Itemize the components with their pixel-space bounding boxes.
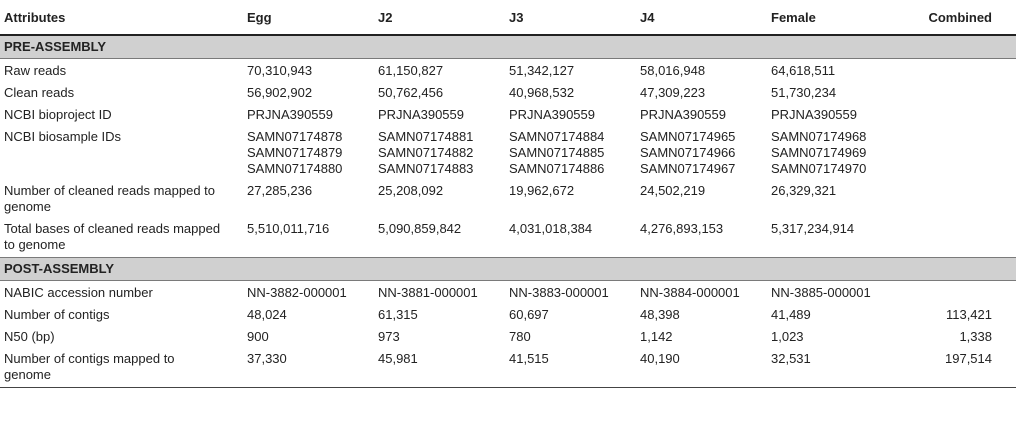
table-row-raw-reads bbox=[0, 59, 1016, 84]
cell-j4: 58,016,948 bbox=[640, 63, 706, 78]
biosample-id: SAMN07174885 bbox=[509, 145, 605, 160]
cell-egg: 56,902,902 bbox=[247, 85, 313, 100]
biosample-id: SAMN07174966 bbox=[640, 145, 736, 160]
table-row-mapped-bases bbox=[0, 219, 1016, 258]
cell-combined bbox=[891, 59, 1016, 84]
cell-combined bbox=[891, 219, 1016, 258]
table-row-clean-reads bbox=[0, 83, 1016, 105]
cell-combined: 197,514 bbox=[891, 349, 1016, 388]
cell-combined bbox=[891, 181, 1016, 219]
row-label bbox=[0, 349, 243, 388]
header-combined: Combined bbox=[891, 0, 1016, 35]
table-row-mapped-reads bbox=[0, 181, 1016, 219]
table-row-biosample bbox=[0, 127, 1016, 181]
row-label-line: Number of contigs mapped to bbox=[4, 351, 175, 366]
cell-female bbox=[767, 127, 891, 181]
biosample-id: SAMN07174886 bbox=[509, 161, 605, 176]
cell-combined bbox=[891, 281, 1016, 306]
cell-combined bbox=[891, 127, 1016, 181]
row-label: NABIC accession number bbox=[4, 285, 153, 300]
cell-j3: 60,697 bbox=[509, 307, 549, 322]
cell-female: 32,531 bbox=[767, 349, 891, 388]
cell-j3: PRJNA390559 bbox=[509, 107, 595, 122]
cell-j3: 51,342,127 bbox=[509, 63, 575, 78]
cell-egg: NN-3882-000001 bbox=[247, 285, 347, 300]
cell-j3: 41,515 bbox=[505, 349, 636, 388]
cell-egg: 70,310,943 bbox=[247, 63, 313, 78]
cell-j2: 973 bbox=[378, 329, 400, 344]
header-row bbox=[0, 0, 1016, 35]
cell-j3: 19,962,672 bbox=[509, 183, 575, 198]
section-row-post-assembly bbox=[0, 258, 1016, 281]
biosample-id: SAMN07174967 bbox=[640, 161, 736, 176]
row-label: NCBI bioproject ID bbox=[4, 107, 112, 122]
row-label-line: Total bases of cleaned reads mapped bbox=[4, 221, 221, 236]
cell-j4: 1,142 bbox=[640, 329, 673, 344]
row-label bbox=[0, 181, 243, 219]
header-attributes: Attributes bbox=[0, 0, 243, 35]
cell-j2: 45,981 bbox=[374, 349, 505, 388]
cell-j2: 50,762,456 bbox=[378, 85, 444, 100]
section-row-pre-assembly bbox=[0, 35, 1016, 59]
cell-j4: 48,398 bbox=[640, 307, 680, 322]
biosample-id: SAMN07174879 bbox=[247, 145, 343, 160]
cell-egg: 5,510,011,716 bbox=[247, 221, 330, 236]
cell-j3: NN-3883-000001 bbox=[509, 285, 609, 300]
cell-j3: 40,968,532 bbox=[509, 85, 575, 100]
cell-j4: 24,502,219 bbox=[640, 183, 706, 198]
cell-j2: 25,208,092 bbox=[378, 183, 444, 198]
header-j2: J2 bbox=[374, 0, 505, 35]
cell-combined: 1,338 bbox=[959, 329, 992, 344]
biosample-id: SAMN07174883 bbox=[378, 161, 474, 176]
table-row-nabic bbox=[0, 281, 1016, 306]
table-row-bioproject bbox=[0, 105, 1016, 127]
cell-j2: PRJNA390559 bbox=[378, 107, 464, 122]
row-label: Number of contigs bbox=[4, 307, 110, 322]
row-label: Clean reads bbox=[4, 85, 75, 100]
cell-j2: 61,315 bbox=[378, 307, 418, 322]
cell-egg: PRJNA390559 bbox=[247, 107, 333, 122]
biosample-id: SAMN07174969 bbox=[771, 145, 867, 160]
row-label: N50 (bp) bbox=[4, 329, 55, 344]
row-label: Raw reads bbox=[4, 63, 67, 78]
cell-j4: 47,309,223 bbox=[640, 85, 706, 100]
row-label bbox=[0, 219, 243, 258]
cell-j3 bbox=[505, 127, 636, 181]
cell-j2: 61,150,827 bbox=[378, 63, 444, 78]
header-j3: J3 bbox=[505, 0, 636, 35]
biosample-id: SAMN07174880 bbox=[247, 161, 343, 176]
cell-egg: 900 bbox=[247, 329, 269, 344]
cell-egg bbox=[243, 127, 374, 181]
biosample-id: SAMN07174970 bbox=[771, 161, 867, 176]
row-label: NCBI biosample IDs bbox=[4, 129, 122, 144]
biosample-id: SAMN07174965 bbox=[640, 129, 736, 144]
cell-j4 bbox=[636, 127, 767, 181]
cell-j2: 5,090,859,842 bbox=[378, 221, 462, 236]
cell-j4: 40,190 bbox=[636, 349, 767, 388]
cell-j3: 780 bbox=[509, 329, 531, 344]
row-label-line: genome bbox=[4, 199, 51, 214]
cell-egg: 27,285,236 bbox=[247, 183, 313, 198]
header-j4: J4 bbox=[636, 0, 767, 35]
biosample-id: SAMN07174882 bbox=[378, 145, 474, 160]
header-female: Female bbox=[767, 0, 891, 35]
cell-egg: 48,024 bbox=[247, 307, 287, 322]
biosample-id: SAMN07174884 bbox=[509, 129, 605, 144]
row-label-line: Number of cleaned reads mapped to bbox=[4, 183, 216, 198]
cell-j4: 4,276,893,153 bbox=[640, 221, 724, 236]
header-egg: Egg bbox=[243, 0, 374, 35]
cell-female: 64,618,511 bbox=[771, 63, 836, 78]
cell-female: PRJNA390559 bbox=[771, 107, 857, 122]
cell-j2: NN-3881-000001 bbox=[378, 285, 478, 300]
cell-female: NN-3885-000001 bbox=[771, 285, 871, 300]
cell-j4: NN-3884-000001 bbox=[640, 285, 740, 300]
cell-female: 5,317,234,914 bbox=[771, 221, 855, 236]
cell-female: 51,730,234 bbox=[771, 85, 837, 100]
table-row-n50 bbox=[0, 327, 1016, 349]
cell-j4: PRJNA390559 bbox=[640, 107, 726, 122]
row-label-line: to genome bbox=[4, 237, 66, 252]
biosample-id: SAMN07174881 bbox=[378, 129, 474, 144]
table-row-mapped-contigs bbox=[0, 349, 1016, 388]
cell-female: 41,489 bbox=[771, 307, 811, 322]
cell-combined: 113,421 bbox=[945, 307, 992, 322]
cell-combined bbox=[891, 83, 1016, 105]
cell-combined bbox=[891, 105, 1016, 127]
cell-j3: 4,031,018,384 bbox=[509, 221, 593, 236]
section-label: POST-ASSEMBLY bbox=[0, 258, 1016, 281]
table-row-contigs bbox=[0, 305, 1016, 327]
section-label: PRE-ASSEMBLY bbox=[0, 35, 1016, 59]
row-label-line: genome bbox=[4, 367, 51, 382]
cell-egg: 37,330 bbox=[243, 349, 374, 388]
cell-female: 26,329,321 bbox=[771, 183, 837, 198]
biosample-id: SAMN07174878 bbox=[247, 129, 343, 144]
cell-female: 1,023 bbox=[771, 329, 804, 344]
biosample-id: SAMN07174968 bbox=[771, 129, 867, 144]
cell-j2 bbox=[374, 127, 505, 181]
